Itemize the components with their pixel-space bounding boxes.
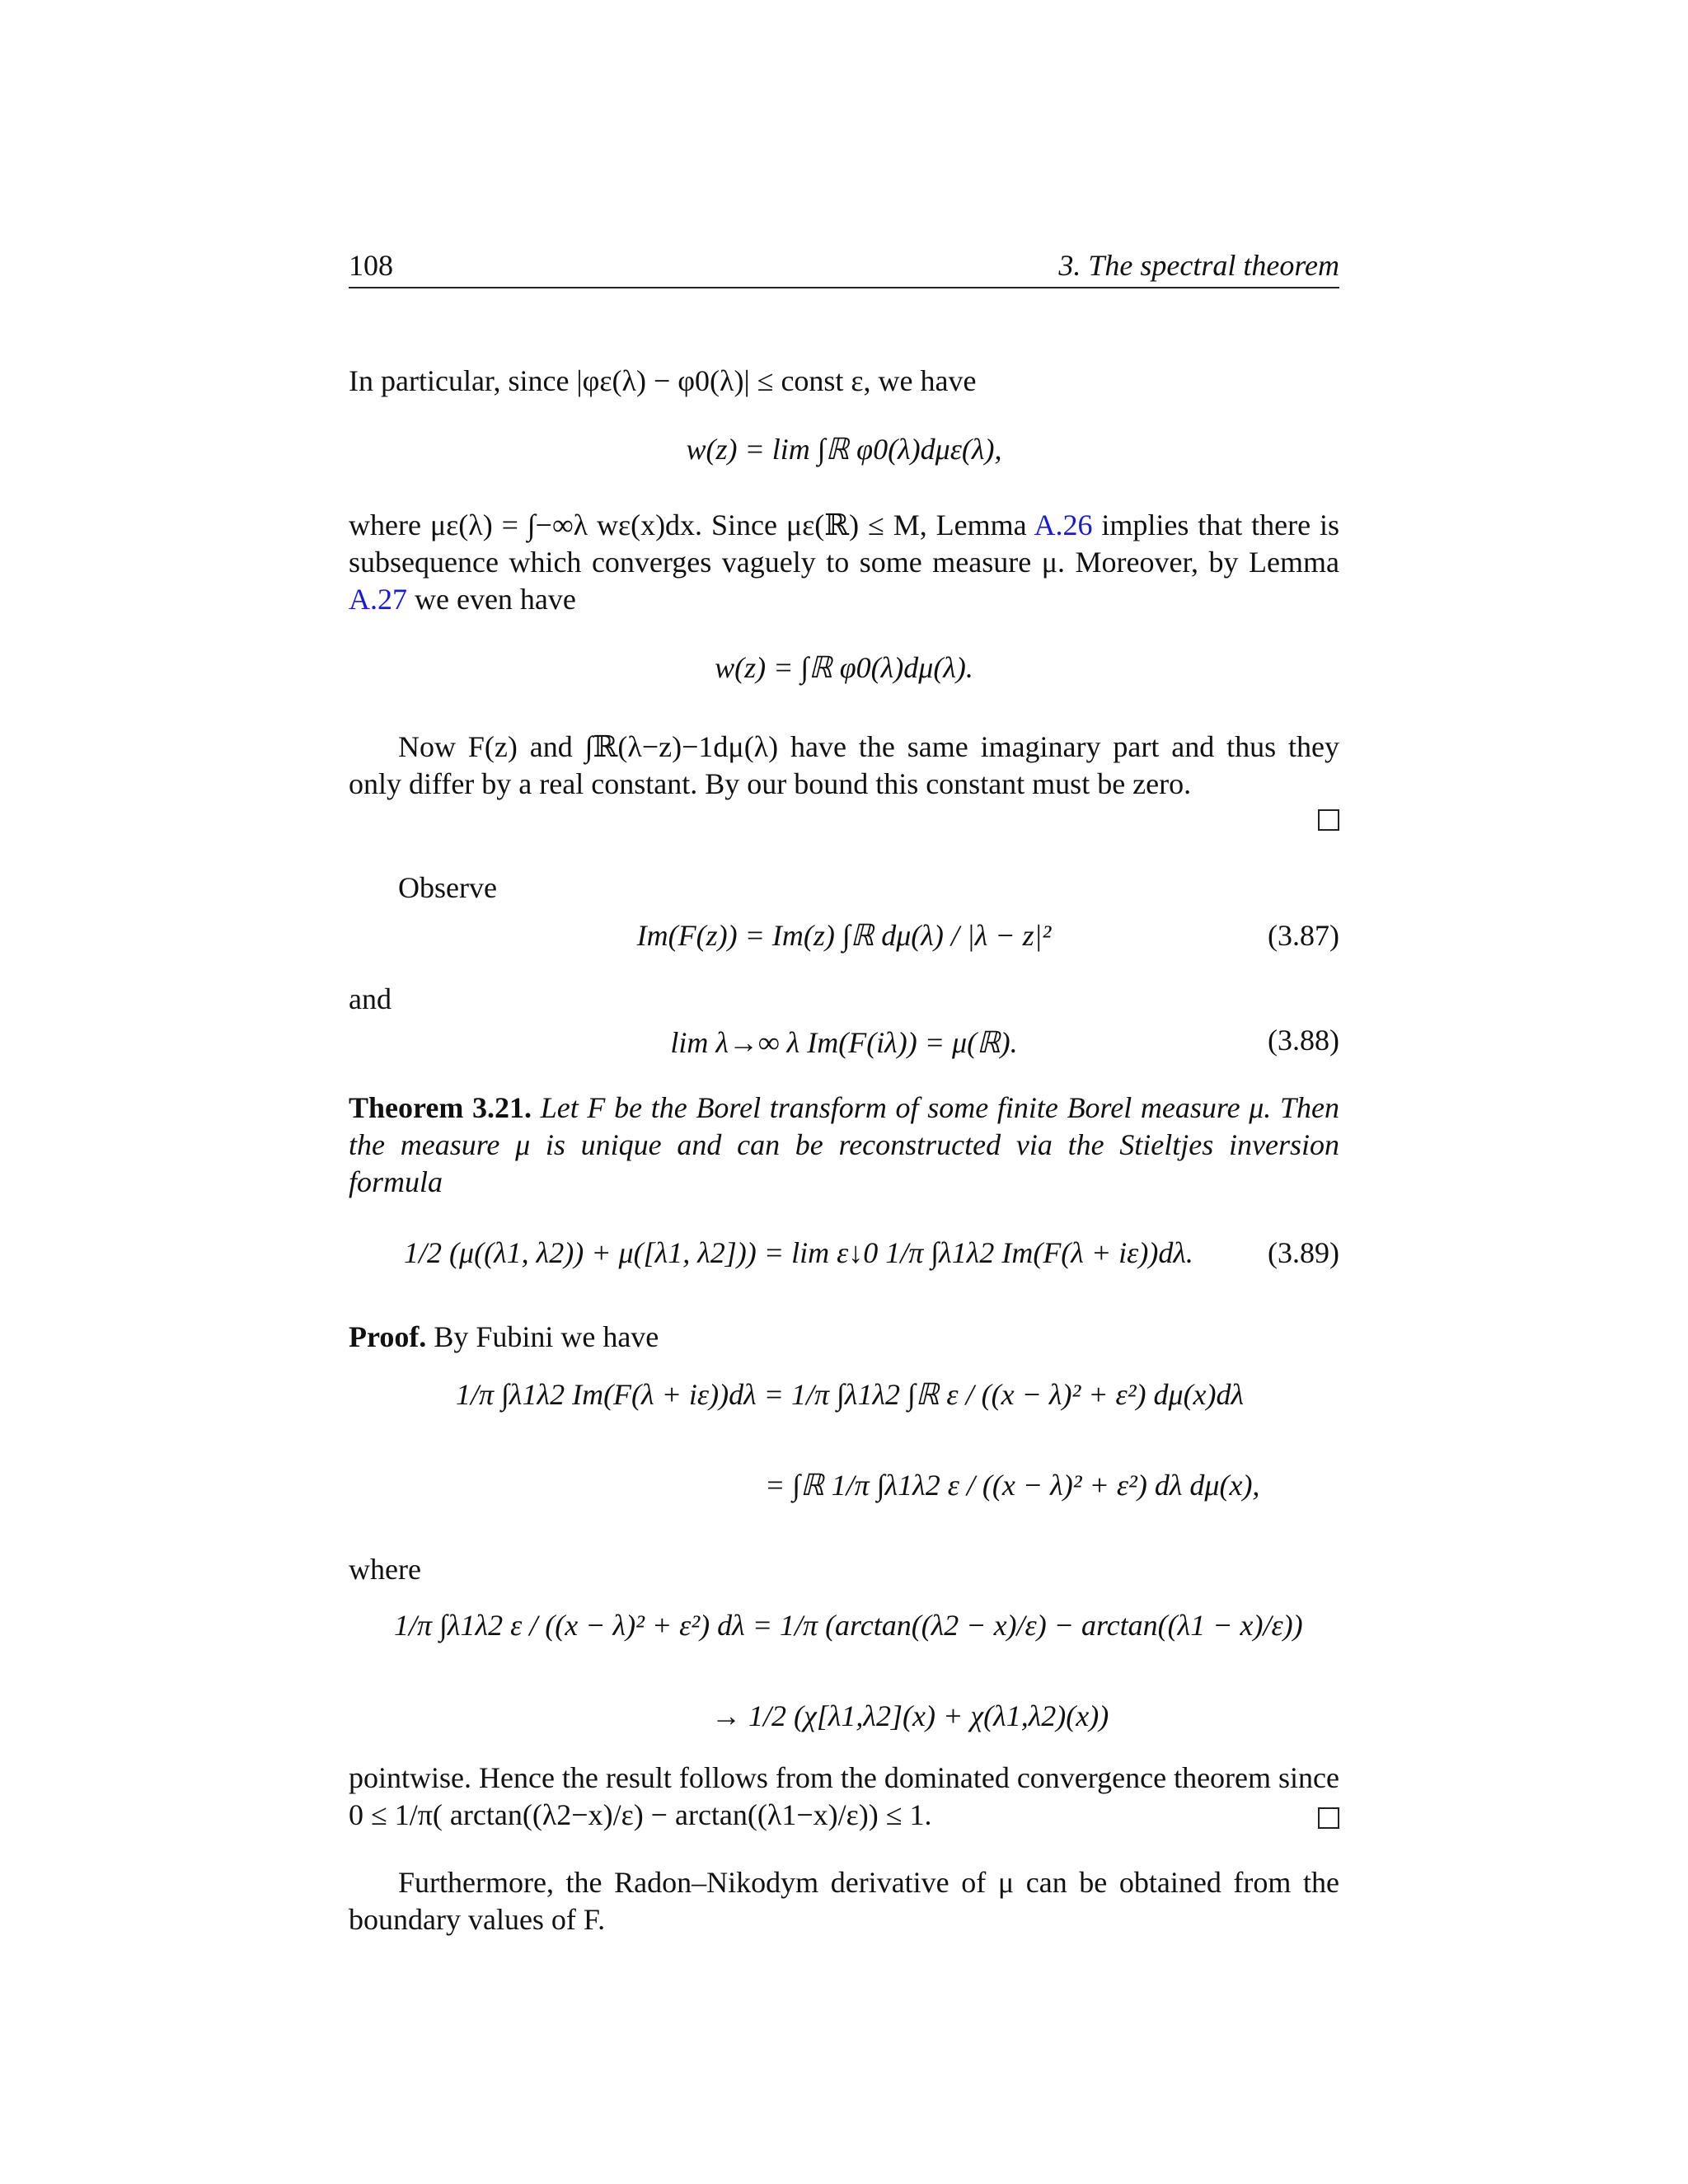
page-number: 108 [349,249,393,282]
paragraph-1: In particular, since |φε(λ) − φ0(λ)| ≤ const ε, we have [349,364,977,397]
equation-fubini-line-1 [456,1376,1339,1442]
paragraph-3 [349,729,1339,803]
equation-3-88-text: lim λ→∞ λ Im(F(iλ)) = μ(ℝ). [670,1025,1018,1059]
equation-fubini-line-2-text: = ∫ℝ 1/π ∫λ1λ2 ε / ((x − λ)² + ε²) dλ dμ(x), [765,1469,1260,1502]
lemma-a26-link[interactable]: A.26 [1034,509,1093,541]
paragraph-5-text: Furthermore, the Radon–Nikodym derivative of μ can be obtained from the boundary values of F. [349,1866,1339,1936]
page-content [349,0,1339,2184]
equation-3-88 [349,1018,1339,1067]
and-text: and [349,982,392,1015]
theorem-label: Theorem 3.21. [349,1091,532,1124]
equation-3-89 [349,1216,1249,1290]
qed-symbol-2 [1318,1807,1339,1829]
equation-arctan-line-1-text: 1/π ∫λ1λ2 ε / ((x − λ)² + ε²) dλ = 1/π (arctan((λ2 − x)/ε) − arctan((λ1 − x)/ε)) [394,1609,1303,1642]
chapter-title: 3. The spectral theorem [1058,249,1339,282]
running-header [349,247,1339,288]
paragraph-5 [349,1864,1339,1938]
equation-w-text: w(z) = ∫ℝ φ0(λ)dμ(λ). [715,650,973,684]
theorem-3-21 [349,1090,1339,1201]
equation-arctan-line-2-text: → 1/2 (χ[λ1,λ2](x) + χ(λ1,λ2)(x)) [711,1699,1109,1732]
paragraph-2 [349,507,1339,618]
equation-number-3-88: (3.88) [1268,1024,1339,1057]
equation-w-lim-text: w(z) = lim ∫ℝ φ0(λ)dμε(λ), [686,432,1002,466]
equation-3-89-text: 1/2 (μ((λ1, λ2)) + μ([λ1, λ2])) = lim ε↓0 1/π ∫λ1λ2 Im(F(λ + iε))dλ. [404,1235,1193,1269]
equation-number-3-87: (3.87) [1268,919,1339,952]
proof-label: Proof. [349,1320,427,1353]
observe-text: Observe [398,871,497,904]
equation-3-87 [349,898,1339,972]
paragraph-3-text: Now F(z) and ∫ℝ(λ−z)−1dμ(λ) have the same imaginary part and thus they only differ by a real constant. By our bound this constant must be zero. [349,730,1339,800]
proof-text: By Fubini we have [434,1320,659,1353]
equation-w-lim [349,412,1339,486]
equation-fubini-line-2 [765,1467,1339,1533]
theorem-text: Let F be the Borel transform of some finite Borel measure μ. Then the measure μ is unique and can be reconstructed via the Stieltjes inversion formula [349,1091,1340,1198]
proof-intro [349,1319,1339,1356]
paragraph-4-text: pointwise. Hence the result follows from the dominated convergence theorem since 0 ≤ 1/π( arctan((λ2−x)/ε) − arctan((λ1−x)/ε)) ≤ 1. [349,1761,1339,1831]
equation-fubini-line-1-text: 1/π ∫λ1λ2 Im(F(λ + iε))dλ = 1/π ∫λ1λ2 ∫ℝ ε / ((x − λ)² + ε²) dμ(x)dλ [456,1378,1245,1411]
qed-symbol [1318,809,1339,831]
equation-w [349,630,1339,705]
equation-number-3-89: (3.89) [1268,1236,1339,1269]
equation-3-87-text: Im(F(z)) = Im(z) ∫ℝ dμ(λ) / |λ − z|² [636,918,1052,952]
lemma-a27-link[interactable]: A.27 [349,583,407,616]
paragraph-4 [349,1760,1339,1834]
where-text: where [349,1553,421,1586]
paragraph-2-part-c: we even have [407,583,576,616]
equation-arctan-line-1 [394,1607,1339,1673]
paragraph-2-part-a: where με(λ) = ∫−∞λ wε(x)dx. Since με(ℝ) ≤ M, Lemma [349,509,1034,541]
equation-arctan-line-2 [711,1698,1339,1755]
paragraph-2-part-b: implies that there is subsequence which converges vaguely to some measure μ. Moreover, by Lemma [349,509,1340,579]
